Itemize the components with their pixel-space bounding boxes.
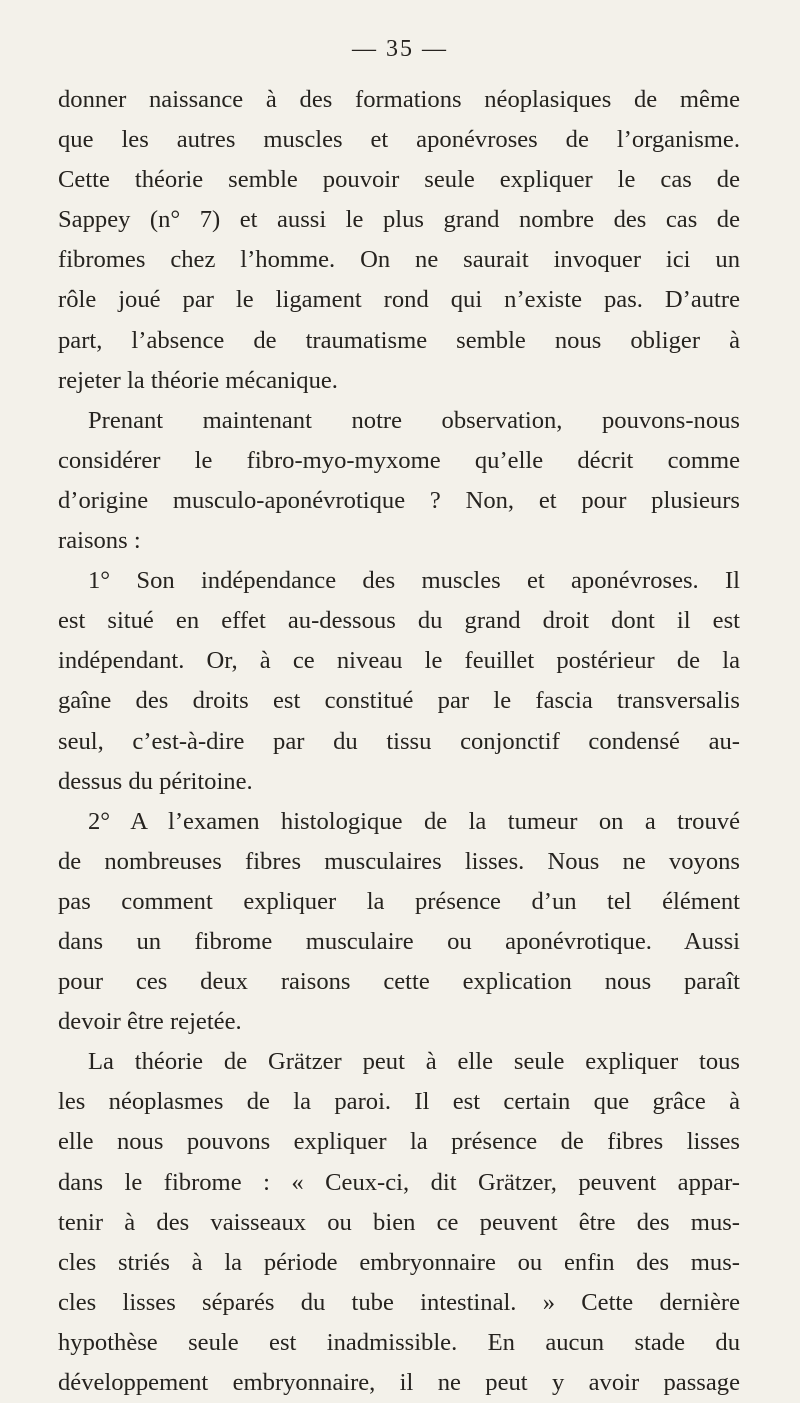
paragraph-start-line: Prenant maintenant notre observation, pouvons-nous xyxy=(88,406,740,434)
text-line: pour ces deux raisons cette explication nous paraît xyxy=(58,968,740,996)
text-line: tenir à des vaisseaux ou bien ce peuvent être des mus- xyxy=(58,1208,740,1236)
text-line: Sappey (n° 7) et aussi le plus grand nombre des cas de xyxy=(58,206,740,234)
text-line: d’origine musculo-aponévrotique ? Non, et pour plusieurs xyxy=(58,486,740,514)
paragraph-start-line: 1° Son indépendance des muscles et aponévroses. Il xyxy=(88,567,740,595)
text-line: que les autres muscles et aponévroses de l’organisme. xyxy=(58,126,740,154)
paragraph-start-line: La théorie de Grätzer peut à elle seule expliquer tous xyxy=(88,1048,740,1076)
text-line: seul, c’est-à-dire par du tissu conjonctif condensé au- xyxy=(58,727,740,755)
text-line: cles striés à la période embryonnaire ou enfin des mus- xyxy=(58,1248,740,1276)
text-line: donner naissance à des formations néoplasiques de même xyxy=(58,86,740,113)
text-line: hypothèse seule est inadmissible. En aucun stade du xyxy=(58,1328,740,1356)
text-line: cles lisses séparés du tube intestinal. » Cette dernière xyxy=(58,1288,740,1316)
text-line: Cette théorie semble pouvoir seule expliquer le cas de xyxy=(58,166,740,194)
text-line: elle nous pouvons expliquer la présence de fibres lisses xyxy=(58,1128,740,1156)
text-line: dans le fibrome : « Ceux-ci, dit Grätzer, peuvent appar- xyxy=(58,1168,740,1196)
text-line: rôle joué par le ligament rond qui n’existe pas. D’autre xyxy=(58,286,740,314)
text-line: devoir être rejetée. xyxy=(58,1008,242,1036)
text-line: développement embryonnaire, il ne peut y avoir passage xyxy=(58,1369,740,1396)
page-number: — 35 — xyxy=(352,36,448,62)
text-line: considérer le fibro-myo-myxome qu’elle décrit comme xyxy=(58,446,740,474)
text-line: de nombreuses fibres musculaires lisses. Nous ne voyons xyxy=(58,847,740,875)
text-line: gaîne des droits est constitué par le fascia transversalis xyxy=(58,687,740,715)
text-line: est situé en effet au-dessous du grand droit dont il est xyxy=(58,607,740,635)
body-text xyxy=(58,80,740,1403)
text-line: fibromes chez l’homme. On ne saurait invoquer ici un xyxy=(58,246,740,274)
text-line: rejeter la théorie mécanique. xyxy=(58,366,338,394)
paragraph-start-line: 2° A l’examen histologique de la tumeur on a trouvé xyxy=(88,807,740,835)
text-line: pas comment expliquer la présence d’un tel élément xyxy=(58,887,740,915)
text-line: dans un fibrome musculaire ou aponévrotique. Aussi xyxy=(58,927,740,955)
text-line: dessus du péritoine. xyxy=(58,767,253,795)
text-line: part, l’absence de traumatisme semble nous obliger à xyxy=(58,326,740,354)
text-line: raisons : xyxy=(58,527,141,555)
text-line: indépendant. Or, à ce niveau le feuillet postérieur de la xyxy=(58,647,740,675)
text-line: les néoplasmes de la paroi. Il est certain que grâce à xyxy=(58,1088,740,1116)
